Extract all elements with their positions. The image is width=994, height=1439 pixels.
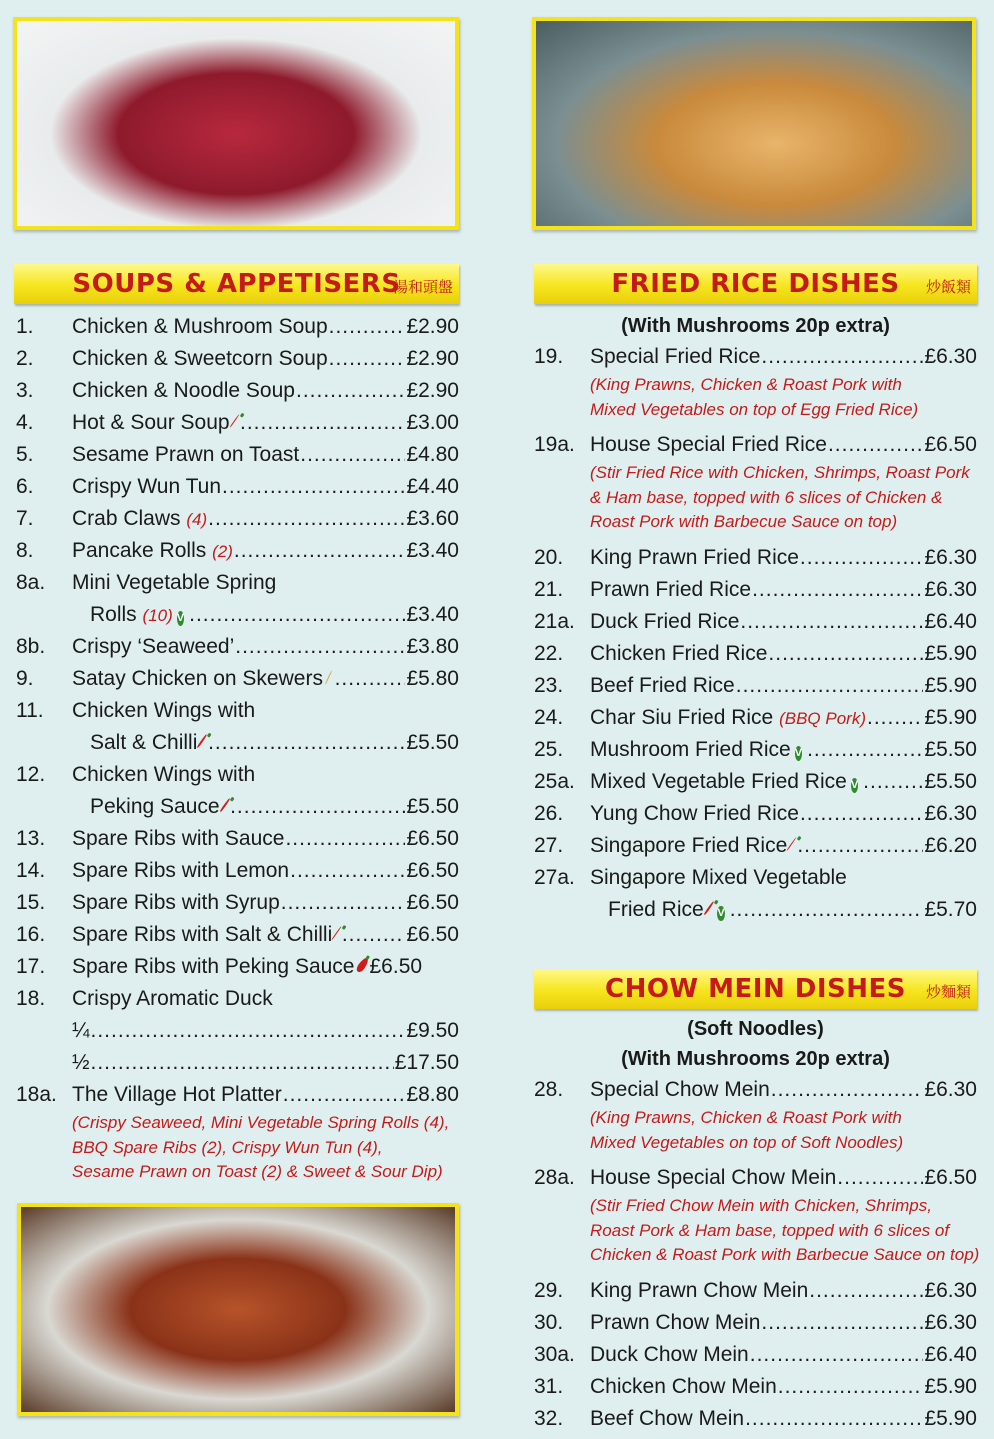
menu-item: 27. Singapore Fried Rice ..... £6.20	[534, 830, 977, 862]
menu-item: 26. Yung Chow Fried Rice ..... £6.30	[534, 798, 977, 830]
section-note: (Soft Noodles)	[687, 1018, 824, 1040]
section-title: CHOW MEIN DISHES	[604, 974, 907, 1004]
menu-item: 3. Chicken & Noodle Soup ..... £2.90	[16, 375, 459, 407]
menu-item: 9. Satay Chicken on Skewers ..... £5.80	[16, 663, 459, 695]
menu-item: 25a. Mixed Vegetable Fried Rice V ..... £5.50	[534, 766, 977, 798]
menu-item: 8a. Mini Vegetable Spring	[16, 571, 277, 594]
menu-item: 29. King Prawn Chow Mein ..... £6.30	[534, 1275, 977, 1307]
section-note: (With Mushrooms 20p extra)	[621, 315, 890, 337]
menu-item: 31. Chicken Chow Mein ..... £5.90	[534, 1371, 977, 1403]
menu-item-description: (Stir Fried Chow Mein with Chicken, Shrimps, Roast Pork & Ham base, topped with 6 slices of Chicken & Roast Pork with Barbecue Sauce on top)	[590, 1196, 980, 1264]
menu-item: 18. Crispy Aromatic Duck	[16, 987, 273, 1010]
chili-icon	[355, 956, 370, 973]
menu-item: 18a. The Village Hot Platter ..... £8.80	[16, 1079, 459, 1111]
menu-item: 14. Spare Ribs with Lemon ..... £6.50	[16, 855, 459, 887]
menu-item: 24. Char Siu Fried Rice (BBQ Pork) ..... £5.90	[534, 702, 977, 734]
menu-item: 30a. Duck Chow Mein ..... £6.40	[534, 1339, 977, 1371]
menu-item-variant: ½ ..... £17.50	[16, 1047, 459, 1079]
menu-item-continuation: Peking Sauce ..... £5.50	[16, 791, 459, 823]
section-title: SOUPS & APPETISERS	[72, 269, 401, 299]
menu-item: 20. King Prawn Fried Rice ..... £6.30	[534, 542, 977, 574]
chili-icon	[229, 414, 239, 428]
menu-item: 8b. Crispy ‘Seaweed’ ..... £3.80	[16, 631, 459, 663]
menu-item: 25. Mushroom Fried Rice V ..... £5.50	[534, 734, 977, 766]
spare-ribs-photo	[13, 17, 459, 230]
menu-item-description: (King Prawns, Chicken & Roast Pork with Mixed Vegetables on top of Egg Fried Rice)	[590, 375, 919, 419]
vegetarian-icon: V	[794, 746, 803, 759]
section-title: FRIED RICE DISHES	[611, 269, 900, 299]
menu-item-continuation: Fried Rice V ..... £5.70	[534, 894, 977, 926]
soups-appetisers-header	[14, 264, 459, 304]
menu-item: 23. Beef Fried Rice ..... £5.90	[534, 670, 977, 702]
menu-item-description: (Stir Fried Rice with Chicken, Shrimps, Roast Pork & Ham base, topped with 6 slices of Chicken & Roast Pork with Barbecue Sauce on top)	[590, 463, 970, 531]
chicken-wings-photo	[17, 1203, 459, 1416]
menu-item-description: (Crispy Seaweed, Mini Vegetable Spring Rolls (4), BBQ Spare Ribs (2), Crispy Wun Tun (4), Sesame Prawn on Toast (2) & Sweet & Sour Dip)	[72, 1113, 450, 1181]
menu-item: 8. Pancake Rolls (2) ..... £3.40	[16, 535, 459, 567]
menu-item: 4. Hot & Sour Soup ..... £3.00	[16, 407, 459, 439]
menu-item: 11. Chicken Wings with	[16, 699, 256, 722]
menu-item: 5. Sesame Prawn on Toast ..... £4.80	[16, 439, 459, 471]
menu-item: 21. Prawn Fried Rice ..... £6.30	[534, 574, 977, 606]
vegetarian-icon: V	[176, 612, 185, 624]
menu-item: 6. Crispy Wun Tun ..... £4.40	[16, 471, 459, 503]
peanut-icon	[325, 671, 332, 685]
fried-rice-header	[534, 264, 977, 304]
menu-item: 16. Spare Ribs with Salt & Chilli ..... £6.50	[16, 919, 459, 951]
vegetarian-icon: V	[717, 906, 725, 919]
menu-item: 1. Chicken & Mushroom Soup ..... £2.90	[16, 311, 459, 343]
section-chinese-title: 湯和頭盤	[392, 278, 453, 296]
menu-item: 19a. House Special Fried Rice ..... £6.50	[534, 429, 977, 461]
menu-item: 2. Chicken & Sweetcorn Soup ..... £2.90	[16, 343, 459, 375]
section-chinese-title: 炒麵類	[925, 983, 971, 1001]
menu-item: 19. Special Fried Rice ..... £6.30	[534, 341, 977, 373]
fried-rice-list	[534, 311, 977, 926]
menu-item: 7. Crab Claws (4) ..... £3.60	[16, 503, 459, 535]
menu-item: 12. Chicken Wings with	[16, 763, 256, 786]
menu-item-continuation: Rolls (10) V ..... £3.40	[16, 599, 459, 631]
chili-icon	[197, 734, 208, 748]
vegetarian-icon: V	[850, 778, 859, 791]
chow-mein-list	[534, 1014, 980, 1435]
chili-icon	[219, 798, 229, 812]
menu-item: 32. Beef Chow Mein ..... £5.90	[534, 1403, 977, 1435]
soups-appetisers-list	[16, 311, 459, 1192]
menu-item-continuation: Salt & Chilli ..... £5.50	[16, 727, 459, 759]
menu-item: 28. Special Chow Mein ..... £6.30	[534, 1074, 977, 1106]
chili-icon	[332, 926, 342, 939]
menu-item: 22. Chicken Fried Rice ..... £5.90	[534, 638, 977, 670]
menu-item: 21a. Duck Fried Rice ..... £6.40	[534, 606, 977, 638]
menu-item-variant: ¼ ..... £9.50	[16, 1015, 459, 1047]
menu-item-description: (King Prawns, Chicken & Roast Pork with Mixed Vegetables on top of Soft Noodles)	[590, 1108, 904, 1152]
menu-item: 27a. Singapore Mixed Vegetable	[534, 865, 847, 889]
spring-rolls-photo	[532, 17, 976, 230]
chow-mein-header	[534, 969, 977, 1009]
chili-icon	[787, 837, 797, 851]
section-chinese-title: 炒飯類	[925, 278, 971, 296]
menu-item: 28a. House Special Chow Mein ..... £6.50	[534, 1162, 977, 1194]
menu-item: 30. Prawn Chow Mein ..... £6.30	[534, 1307, 977, 1339]
section-note: (With Mushrooms 20p extra)	[621, 1048, 890, 1070]
menu-item: 15. Spare Ribs with Syrup ..... £6.50	[16, 887, 459, 919]
menu-item: 13. Spare Ribs with Sauce ..... £6.50	[16, 823, 459, 855]
menu-item: 17. Spare Ribs with Peking Sauce £6.50	[16, 955, 423, 978]
chili-icon	[703, 900, 714, 914]
